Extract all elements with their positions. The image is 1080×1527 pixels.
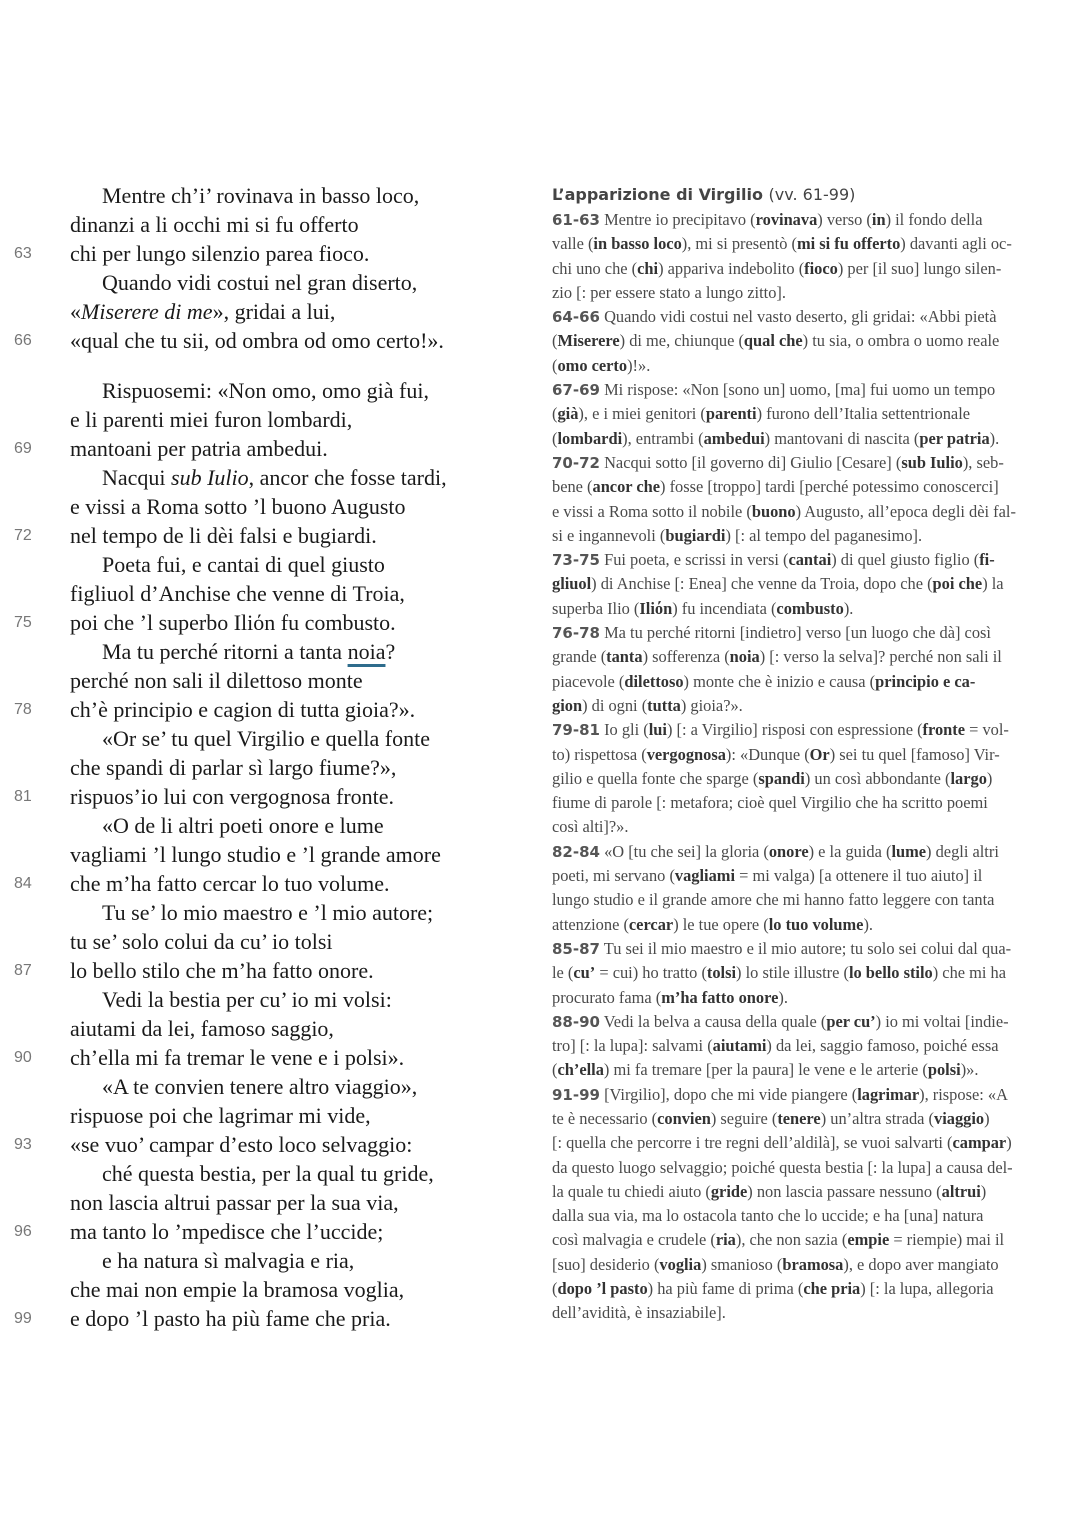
verse-text: «A te convien tenere altro viaggio», <box>102 1074 418 1099</box>
commentary-line: (già), e i miei genitori (parenti) furono dell’Italia settentrionale <box>552 404 971 424</box>
commentary-line: gliuol) di Anchise [: Enea] che venne da Troia, dopo che (poi che) la <box>552 574 1004 594</box>
commentary-line: attenzione (cercar) le tue opere (lo tuo volume). <box>552 914 874 934</box>
commentary-lines <box>552 208 1068 1326</box>
commentary-line: la quale tu chiedi aiuto (gride) non lascia passare nessuno (altrui) <box>552 1181 987 1201</box>
verse-line <box>0 724 520 753</box>
verse-line <box>0 695 520 724</box>
verse-line <box>0 898 520 927</box>
commentary-line: così alti]?». <box>552 817 629 837</box>
verse-line <box>0 840 520 869</box>
verse-line <box>0 608 520 637</box>
verse-line <box>0 210 520 239</box>
verse-number: 81 <box>14 788 32 805</box>
verse-line <box>0 463 520 492</box>
commentary-line: dalla sua via, ma lo ostacola tanto che lo uccide; e ha [una] natura <box>552 1206 984 1226</box>
verse-text: aiutami da lei, famoso saggio, <box>70 1016 334 1041</box>
commentary-line: gilio e quella fonte che sparge (spandi) un così abbondante (largo) <box>552 768 993 788</box>
verse-line <box>0 268 520 297</box>
commentary-line: 61-63 Mentre io precipitavo (rovinava) verso (in) il fondo della <box>552 210 983 229</box>
verse-line <box>0 326 520 355</box>
verse-text: e vissi a Roma sotto ’l buono Augusto <box>70 494 406 519</box>
verse-text: che spandi di parlar sì largo fiume?», <box>70 755 397 780</box>
verse-line <box>0 1275 520 1304</box>
verse-line <box>0 521 520 550</box>
commentary-line: (Miserere) di me, chiunque (qual che) tu sia, o ombra o uomo reale <box>552 331 1000 351</box>
verse-line <box>0 1159 520 1188</box>
commentary-line: fiume di parole [: metafora; cioè quel Virgilio che ha scritto poemi <box>552 793 988 813</box>
verse-number: 63 <box>14 245 32 262</box>
verse-text: Poeta fui, e cantai di quel giusto <box>102 552 385 577</box>
verse-text: tu se’ solo colui da cu’ io tolsi <box>70 929 333 954</box>
verse-number: 96 <box>14 1223 32 1240</box>
commentary-line: 82-84 «O [tu che sei] la gloria (onore) e la guida (lume) degli altri <box>552 841 999 861</box>
verse-line <box>0 637 520 666</box>
verse-number: 75 <box>14 614 32 631</box>
verse-text: rispuose poi che lagrimar mi vide, <box>70 1103 371 1128</box>
commentary-line: bene (ancor che) fosse [troppo] tardi [perché potessimo conoscerci] <box>552 477 999 497</box>
verse-text: che m’ha fatto cercar lo tuo volume. <box>70 871 390 896</box>
commentary-line: 64-66 Quando vidi costui nel vasto deserto, gli gridai: «Abbi pietà <box>552 307 997 327</box>
verse-text: chi per lungo silenzio parea fioco. <box>70 241 370 266</box>
verse-line <box>0 1246 520 1275</box>
commentary-line: [: quella che percorre i tre regni dell’aldilà], se vuoi salvarti (campar) <box>552 1133 1012 1153</box>
stanza-gap <box>0 355 520 376</box>
commentary-line: piacevole (dilettoso) monte che è inizio e causa (principio e ca- <box>552 671 976 691</box>
verse-text: «qual che tu sii, od ombra od omo certo!». <box>70 328 444 353</box>
commentary-line: chi uno che (chi) appariva indebolito (fioco) per [il suo] lungo silen- <box>552 258 1002 278</box>
verse-text: «se vuo’ campar d’esto loco selvaggio: <box>70 1132 413 1157</box>
verse-line <box>0 1072 520 1101</box>
commentary-line: to) rispettosa (vergognosa): «Dunque (Or) sei tu quel [famoso] Vir- <box>552 744 1000 764</box>
verse-line <box>0 927 520 956</box>
verse-text: Ma tu perché ritorni a tanta noia? <box>102 639 396 664</box>
verse-line <box>0 297 520 326</box>
verse-text: Nacqui sub Iulio, ancor che fosse tardi, <box>102 465 447 490</box>
commentary-line: (ch’ella) mi fa tremare [per la paura] le vene e le arterie (polsi)». <box>552 1060 979 1080</box>
verse-line <box>0 985 520 1014</box>
verse-text: Quando vidi costui nel gran diserto, <box>102 270 418 295</box>
commentary-line: 88-90 Vedi la belva a causa della quale (per cu’) io mi voltai [indie- <box>552 1011 1009 1031</box>
verse-number: 66 <box>14 332 32 349</box>
verse-line <box>0 753 520 782</box>
verse-text: perché non sali il dilettoso monte <box>70 668 363 693</box>
verse-line <box>0 405 520 434</box>
verse-number: 84 <box>14 875 32 892</box>
verse-number: 78 <box>14 701 32 718</box>
verse-text: che mai non empie la bramosa voglia, <box>70 1277 405 1302</box>
verse-text: ma tanto lo ’mpedisce che l’uccide; <box>70 1219 384 1244</box>
commentary-line: procurato fama (m’ha fatto onore). <box>552 987 788 1007</box>
commentary-line: lungo studio e il grande amore che mi hanno fatto leggere con tanta <box>552 890 995 910</box>
verse-line <box>0 181 520 210</box>
verse-line <box>0 492 520 521</box>
verse-text: «Miserere di me», gridai a lui, <box>70 299 336 324</box>
verse-text: vagliami ’l lungo studio e ’l grande amore <box>70 842 441 867</box>
verse-text: lo bello stilo che m’ha fatto onore. <box>70 958 374 983</box>
commentary-line: 70-72 Nacqui sotto [il governo di] Giulio [Cesare] (sub Iulio), seb- <box>552 452 1004 472</box>
verse-text: dinanzi a li occhi mi si fu offerto <box>70 212 359 237</box>
verse-text: non lascia altrui passar per la sua via, <box>70 1190 399 1215</box>
verse-line <box>0 811 520 840</box>
commentary-line: le (cu’ = cui) ho tratto (tolsi) lo stile illustre (lo bello stilo) che mi ha <box>552 963 1007 983</box>
verse-text: Rispuosemi: «Non omo, omo già fui, <box>102 378 429 403</box>
commentary-line: 76-78 Ma tu perché ritorni [indietro] verso [un luogo che dà] così <box>552 623 991 643</box>
commentary-line: grande (tanta) sofferenza (noia) [: verso la selva]? perché non sali il <box>552 647 1002 667</box>
commentary-line: dell’avidità, è insaziabile]. <box>552 1303 726 1323</box>
poem-column <box>0 181 520 1333</box>
verse-text: e li parenti miei furon lombardi, <box>70 407 353 432</box>
commentary-line: superba Ilio (Iliόn) fu incendiata (combusto). <box>552 598 854 618</box>
commentary-line: si e ingannevoli (bugiardi) [: al tempo del paganesimo]. <box>552 525 923 545</box>
verse-number: 69 <box>14 440 32 457</box>
verse-line <box>0 239 520 268</box>
commentary-line: da questo luogo selvaggio; poiché questa bestia [: la lupa] a causa del- <box>552 1157 1013 1177</box>
commentary-column <box>552 182 1068 1326</box>
commentary-line: 67-69 Mi rispose: «Non [sono un] uomo, [ma] fui uomo un tempo <box>552 380 996 400</box>
commentary-title <box>552 182 1068 208</box>
verse-line <box>0 1043 520 1072</box>
verse-line <box>0 434 520 463</box>
commentary-line: poeti, mi servano (vagliami = mi valga) [a ottenere il tuo aiuto] il <box>552 866 983 886</box>
commentary-line: 85-87 Tu sei il mio maestro e il mio autore; tu solo sei colui dal qua- <box>552 938 1012 958</box>
verse-line <box>0 376 520 405</box>
verse-text: Vedi la bestia per cu’ io mi volsi: <box>102 987 392 1012</box>
verse-line <box>0 1188 520 1217</box>
verse-line <box>0 1130 520 1159</box>
verse-text: Tu se’ lo mio maestro e ’l mio autore; <box>102 900 434 925</box>
verse-number: 93 <box>14 1136 32 1153</box>
verse-text: rispuos’io lui con vergognosa fronte. <box>70 784 395 809</box>
verse-line <box>0 666 520 695</box>
commentary-line: 79-81 Io gli (lui) [: a Virgilio] risposi con espressione (fronte = vol- <box>552 720 1009 740</box>
verse-text: «O de li altri poeti onore e lume <box>102 813 384 838</box>
verse-line <box>0 1304 520 1333</box>
verse-text: ch’è principio e cagion di tutta gioia?». <box>70 697 416 722</box>
commentary-line: (lombardi), entrambi (ambedui) mantovani di nascita (per patria). <box>552 428 1000 448</box>
verse-number: 72 <box>14 527 32 544</box>
commentary-line: 73-75 Fui poeta, e scrissi in versi (cantai) di quel giusto figlio (fi- <box>552 550 995 570</box>
commentary-title-text: L’apparizione di Virgilio <box>552 185 763 204</box>
verse-line <box>0 869 520 898</box>
verse-line <box>0 782 520 811</box>
verse-text: figliuol d’Anchise che venne di Troia, <box>70 581 405 606</box>
verse-line <box>0 1014 520 1043</box>
verse-text: mantoani per patria ambedui. <box>70 436 328 461</box>
verse-text: nel tempo de li dèi falsi e bugiardi. <box>70 523 377 548</box>
verse-line <box>0 956 520 985</box>
verse-text: ch’ella mi fa tremar le vene e i polsi». <box>70 1045 405 1070</box>
commentary-line: zio [: per essere stato a lungo zitto]. <box>552 282 786 302</box>
commentary-line: (dopo ’l pasto) ha più fame di prima (che pria) [: la lupa, allegoria <box>552 1279 994 1299</box>
commentary-line: gion) di ogni (tutta) gioia?». <box>552 695 743 715</box>
verse-text: Mentre ch’i’ rovinava in basso loco, <box>102 183 420 208</box>
verse-text: «Or se’ tu quel Virgilio e quella fonte <box>102 726 430 751</box>
verse-number: 90 <box>14 1049 32 1066</box>
verse-text: e ha natura sì malvagia e ria, <box>102 1248 355 1273</box>
commentary-line: e vissi a Roma sotto il nobile (buono) Augusto, all’epoca degli dèi fal- <box>552 501 1016 521</box>
verse-line <box>0 1101 520 1130</box>
verse-line <box>0 579 520 608</box>
commentary-line: così malvagia e crudele (ria), che non sazia (empie = riempie) mai il <box>552 1230 1005 1250</box>
verse-text: poi che ’l superbo Iliόn fu combusto. <box>70 610 396 635</box>
verse-text: ché questa bestia, per la qual tu gride, <box>102 1161 434 1186</box>
commentary-line: 91-99 [Virgilio], dopo che mi vide piangere (lagrimar), rispose: «A <box>552 1084 1008 1104</box>
commentary-line: tro] [: la lupa]: salvami (aiutami) da lei, saggio famoso, poiché essa <box>552 1036 999 1056</box>
verse-line <box>0 550 520 579</box>
verse-number: 87 <box>14 962 32 979</box>
verse-line <box>0 1217 520 1246</box>
commentary-verses-ref: (vv. 61-99) <box>768 185 856 204</box>
commentary-line: (omo certo)!». <box>552 355 651 375</box>
commentary-line: te è necessario (convien) seguire (tenere) un’altra strada (viaggio) <box>552 1108 990 1128</box>
verse-number: 99 <box>14 1310 32 1327</box>
commentary-line: valle (in basso loco), mi si presentò (mi si fu offerto) davanti agli oc- <box>552 234 1012 254</box>
verse-text: e dopo ’l pasto ha più fame che pria. <box>70 1306 391 1331</box>
commentary-line: [suo] desiderio (voglia) smanioso (bramosa), e dopo aver mangiato <box>552 1254 999 1274</box>
